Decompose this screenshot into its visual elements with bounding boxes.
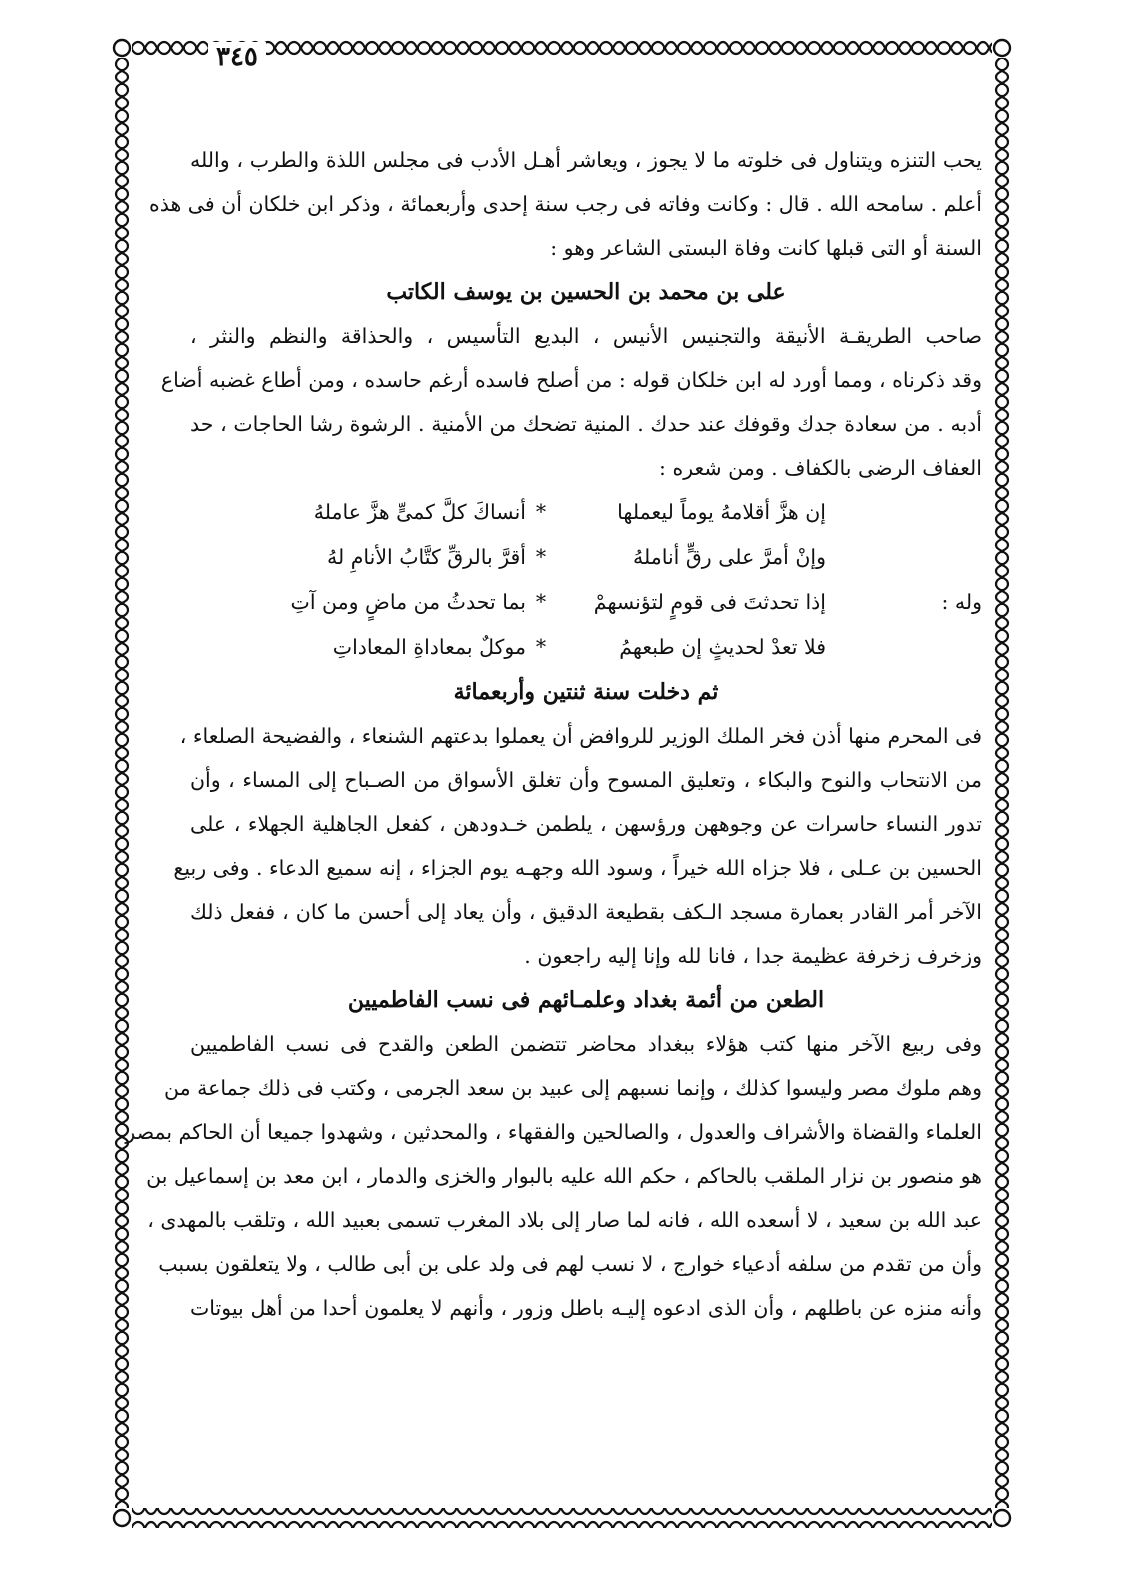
text-line: وأنه منزه عن باطلهم ، وأن الذى ادعوه إليـه باطل وزور ، وأنهم لا يعلمون أحدا من أهل بيوتات xyxy=(190,1296,982,1320)
verse-marker xyxy=(862,535,982,580)
paragraph-4 xyxy=(125,1022,982,1330)
text-line: يحب التنزه ويتناول فى خلوته ما لا يجوز ، ويعاشر أهـل الأدب فى مجلس اللذة والطرب ، والله xyxy=(190,148,982,172)
text-line: فى المحرم منها أذن فخر الملك الوزير للروافض أن يعملوا بدعتهم الشنعاء ، والفضيحة الصلعاء ، xyxy=(179,724,982,748)
paragraph-1 xyxy=(148,138,982,270)
text-line: الحسين بن عـلى ، فلا جزاه الله خيراً ، وسود الله وجهـه يوم الجزاء ، إنه سميع الدعاء . وفى ربيع xyxy=(173,856,982,880)
heading-year: ثم دخلت سنة ثنتين وأربعمائة xyxy=(453,679,719,705)
text-line: أعلم . سامحه الله . قال : وكانت وفاته فى رجب سنة إحدى وأربعمائة ، وذكر ابن خلكان أن فى هذه xyxy=(148,192,982,216)
verse-first-hemistich: إن هزَّ أقلامهُ يوماً ليعملها xyxy=(617,500,826,524)
text-line: وفى ربيع الآخر منها كتب هؤلاء ببغداد محاضر تتضمن الطعن والقدح فى نسب الفاطميين xyxy=(190,1032,982,1056)
text-line: تدور النساء حاسرات عن وجوههن ورؤسهن ، يلطمن خـدودهن ، كفعل الجاهلية الجهلاء ، على xyxy=(190,812,982,836)
verse-marker xyxy=(862,625,982,670)
verse-first-hemistich: إذا تحدثتَ فى قومٍ لتؤنسهمْ xyxy=(593,590,826,614)
poem xyxy=(190,490,982,670)
page-number: ٣٤٥ xyxy=(208,42,266,72)
verse-separator: * xyxy=(535,545,547,569)
text-line: السنة أو التى قبلها كانت وفاة البستى الشاعر وهو : xyxy=(550,236,982,260)
verse-line xyxy=(190,490,982,535)
verse-first-hemistich: وإنْ أمرَّ على رقٍّ أناملهُ xyxy=(632,545,826,569)
verse-separator: * xyxy=(535,590,547,614)
text-line: وزخرف زخرفة عظيمة جدا ، فانا لله وإنا إليه راجعون . xyxy=(524,944,982,968)
text-line: العفاف الرضى بالكفاف . ومن شعره : xyxy=(659,456,982,480)
heading-fatimid-lineage: الطعن من أئمة بغداد وعلمـائهم فى نسب الفاطميين xyxy=(347,987,825,1013)
text-line: من الانتحاب والنوح والبكاء ، وتعليق المسوح وأن تغلق الأسواق من الصـباح إلى المساء ، وأن xyxy=(190,768,982,792)
verse-separator: * xyxy=(535,500,547,524)
text-line: عبد الله بن سعيد ، لا أسعده الله ، فانه لما صار إلى بلاد المغرب تسمى بعبيد الله ، وتلقب بالمهدى ، xyxy=(147,1208,982,1232)
text-line: الآخر أمر القادر بعمارة مسجد الـكف بقطيعة الدقيق ، وأن يعاد إلى أحسن ما كان ، ففعل ذلك xyxy=(190,900,982,924)
verse-second-hemistich: أنساكَ كلَّ كمىٍّ هزَّ عاملهُ xyxy=(313,500,526,524)
heading-biography: على بن محمد بن الحسين بن يوسف الكاتب xyxy=(386,279,786,305)
text-line: وقد ذكرناه ، ومما أورد له ابن خلكان قوله : من أصلح فاسده أرغم حاسده ، ومن أطاع غضبه أضاع xyxy=(160,368,982,392)
text-line: العلماء والقضاة والأشراف والعدول ، والصالحين والفقهاء ، والمحدثين ، وشهدوا جميعا أن الحاكم بمصر xyxy=(125,1120,982,1144)
verse-second-hemistich: بما تحدثُ من ماضٍ ومن آتِ xyxy=(290,590,526,614)
page-body xyxy=(125,138,982,1330)
verse-second-hemistich: أقرَّ بالرقِّ كتَّابُ الأنامِ لهُ xyxy=(326,545,526,569)
text-line: وأن من تقدم من سلفه أدعياء خوارج ، لا نسب لهم فى ولد على بن أبى طالب ، ولا يتعلقون بسبب xyxy=(158,1252,982,1276)
paragraph-3 xyxy=(173,714,982,978)
text-line: أدبه . من سعادة جدك وقوفك عند حدك . المنية تضحك من الأمنية . الرشوة رشا الحاجات ، حد xyxy=(190,412,982,436)
verse-line xyxy=(190,580,982,625)
verse-marker xyxy=(862,490,982,535)
verse-line xyxy=(190,625,982,670)
verse-second-hemistich: موكلٌ بمعاداةِ المعاداتِ xyxy=(332,635,526,659)
verse-first-hemistich: فلا تعدْ لحديثٍ إن طبعهمُ xyxy=(619,635,826,659)
verse-line xyxy=(190,535,982,580)
text-line: صاحب الطريقـة الأنيقة والتجنيس الأنيس ، البديع التأسيس ، والحذاقة والنظم والنثر ، xyxy=(190,324,982,348)
verse-separator: * xyxy=(535,635,547,659)
text-line: وهم ملوك مصر وليسوا كذلك ، وإنما نسبهم إلى عبيد بن سعد الجرمى ، وكتب فى ذلك جماعة من xyxy=(164,1076,982,1100)
text-line: هو منصور بن نزار الملقب بالحاكم ، حكم الله عليه بالبوار والخزى والدمار ، ابن معد بن إسماعيل بن xyxy=(146,1164,982,1188)
verse-marker: وله : xyxy=(941,590,982,614)
paragraph-2 xyxy=(160,314,982,490)
